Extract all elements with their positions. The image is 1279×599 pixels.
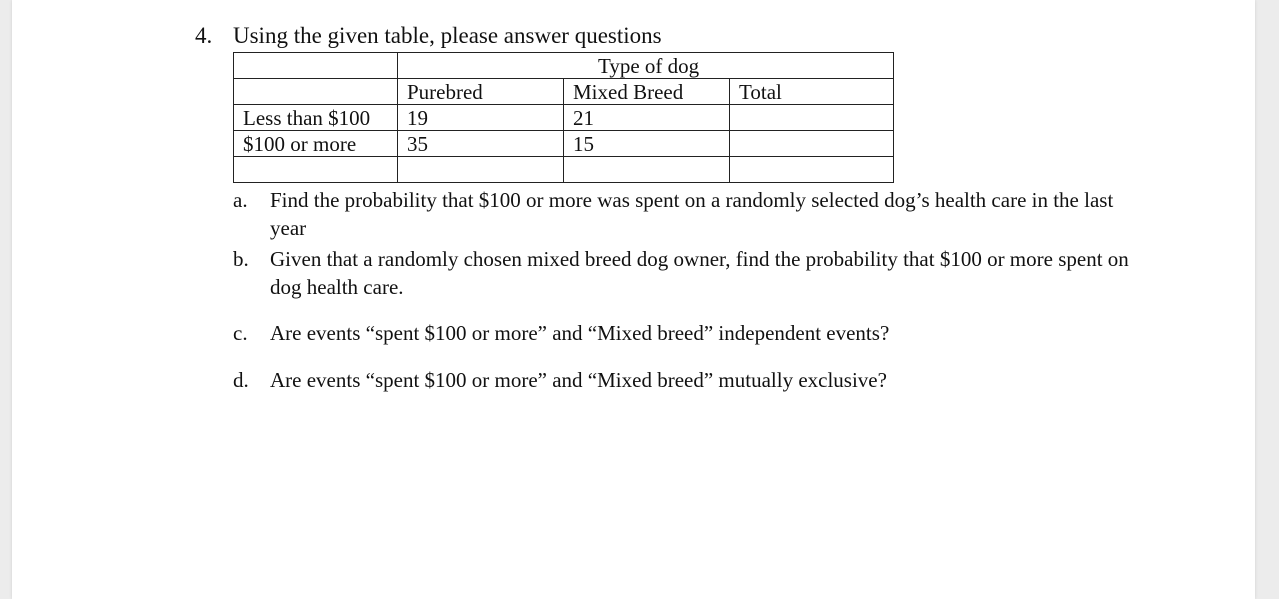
part-text: Are events “spent $100 or more” and “Mixed breed” independent events?	[270, 321, 890, 345]
document-page	[12, 0, 1255, 599]
table-group-header-row	[234, 53, 894, 79]
part-letter: d.	[233, 368, 249, 392]
table-header-cell: Total	[730, 79, 894, 105]
question-part-c	[233, 319, 1233, 347]
table-cell: 19	[398, 105, 564, 131]
part-text: Given that a randomly chosen mixed breed dog owner, find the probability that $100 or more spent on dog health care.	[270, 247, 1129, 299]
dog-care-table	[233, 52, 894, 183]
table-group-header: Type of dog	[398, 53, 894, 79]
question-number: 4.	[195, 23, 213, 48]
question-parts	[233, 186, 1233, 394]
question-part-a	[233, 186, 1130, 242]
row-label	[234, 157, 398, 183]
table-header-row	[234, 79, 894, 105]
table-cell-empty	[234, 53, 398, 79]
table-cell	[730, 157, 894, 183]
part-letter: b.	[233, 247, 249, 271]
table-row	[234, 131, 894, 157]
row-label: $100 or more	[234, 131, 398, 157]
table-cell: 35	[398, 131, 564, 157]
table-cell: 15	[564, 131, 730, 157]
part-letter: a.	[233, 188, 248, 212]
table-header-cell	[234, 79, 398, 105]
table-header-cell: Mixed Breed	[564, 79, 730, 105]
row-label: Less than $100	[234, 105, 398, 131]
table-cell	[730, 105, 894, 131]
question-part-b	[233, 245, 1140, 301]
table-row	[234, 105, 894, 131]
table-row	[234, 157, 894, 183]
part-text: Are events “spent $100 or more” and “Mixed breed” mutually exclusive?	[270, 368, 887, 392]
table-cell	[730, 131, 894, 157]
question-part-d	[233, 366, 1233, 394]
part-letter: c.	[233, 321, 248, 345]
table-header-cell: Purebred	[398, 79, 564, 105]
table-cell: 21	[564, 105, 730, 131]
question-title	[195, 22, 662, 50]
table-cell	[564, 157, 730, 183]
question-prompt: Using the given table, please answer questions	[233, 23, 662, 48]
part-text: Find the probability that $100 or more was spent on a randomly selected dog’s health care in the last year	[270, 188, 1114, 240]
table-cell	[398, 157, 564, 183]
